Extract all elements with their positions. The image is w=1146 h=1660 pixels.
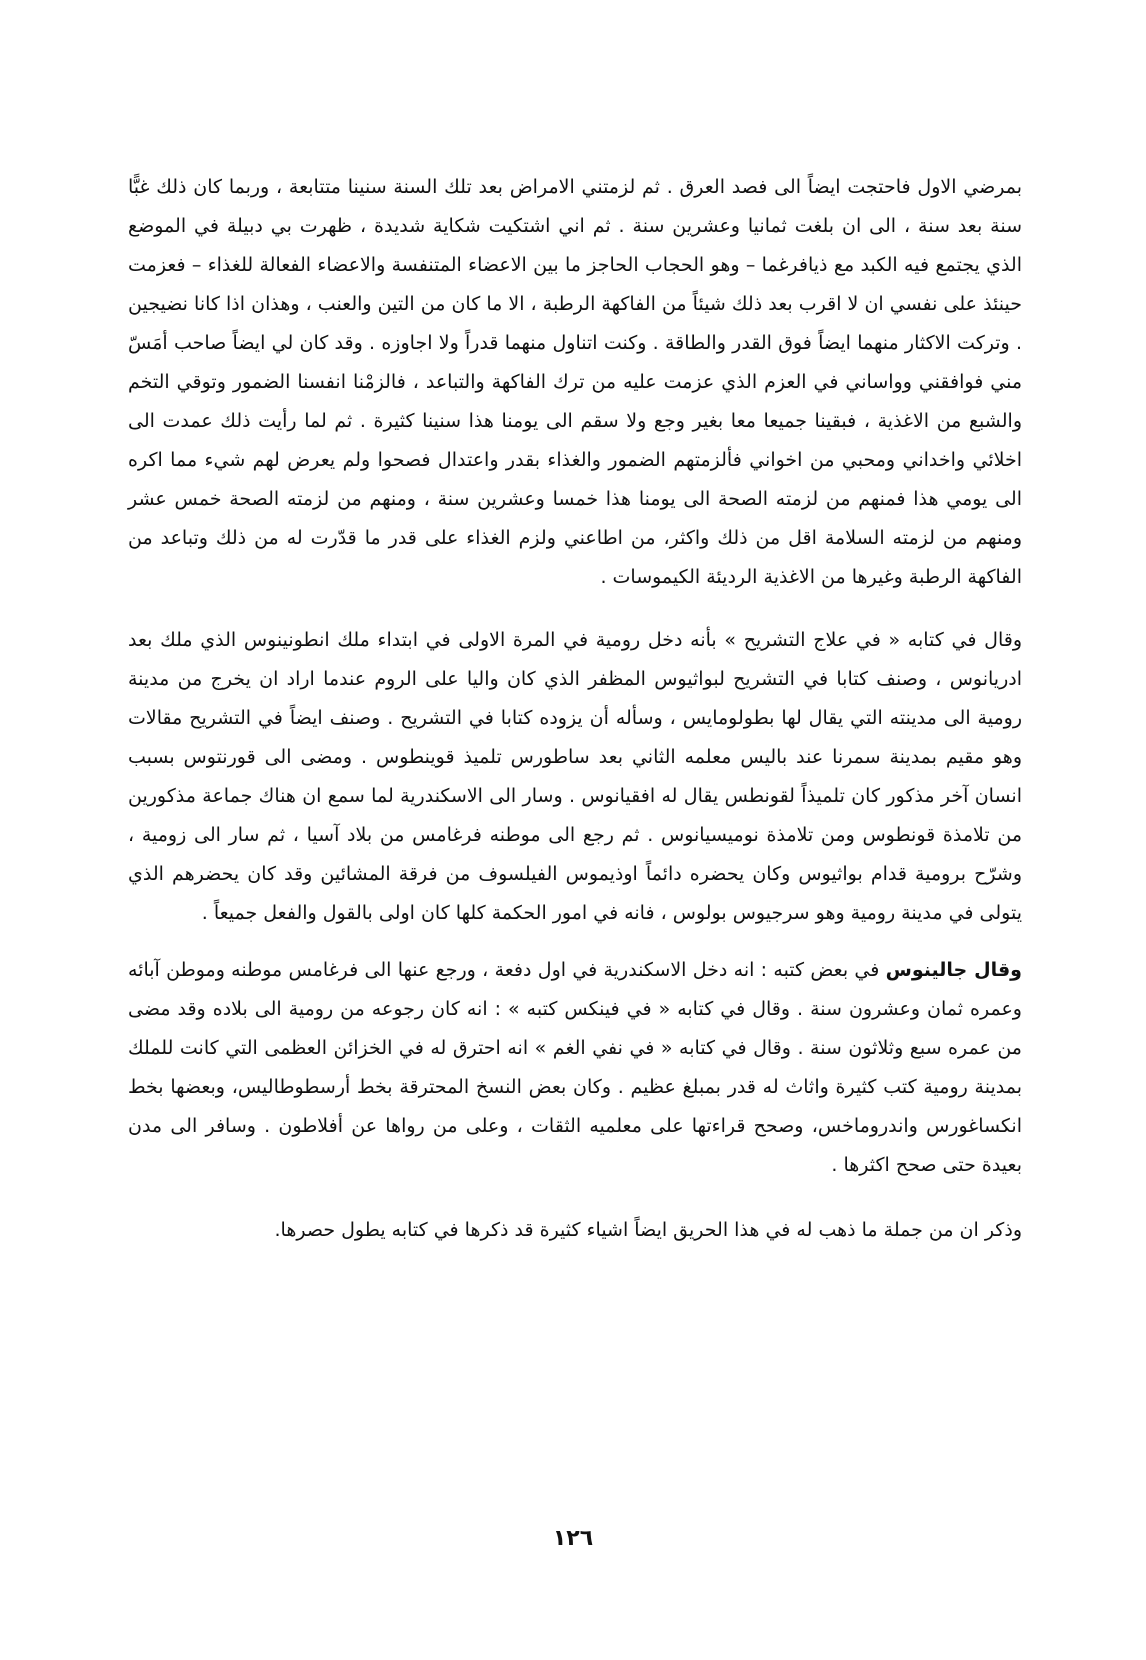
paragraph-1-text: بمرضي الاول فاحتجت ايضاً الى فصد العرق . ثم لزمتني الامراض بعد تلك السنة سنينا متتابعة ، وربما كان ذلك غبًّا سنة بعد سنة ، الى ان بلغت ثمانيا وعشرين سنة . ثم اني اشتكيت شكاية شديدة ، ظهرت بي دبيلة في الموضع الذي يجتمع فيه الكبد مع ذيافرغما – وهو الحجاب الحاجز ما بين الاعضاء المتنفسة والاعضاء الفعالة للغذاء – فعزمت حينئذ على نفسي ان لا اقرب بعد ذلك شيئاً من الفاكهة الرطبة ، الا ما كان من التين والعنب ، وهذان اذا كانا نضيجين . وتركت الاكثار منهما ايضاً فوق القدر والطاقة . وكنت اتناول منهما قدراً ولا اجاوزه . وقد كان لي ايضاً صاحب أمَسّ مني فوافقني وواساني في العزم الذي عزمت عليه من ترك الفاكهة والتباعد ، فالزمْنا انفسنا الضمور وتوقي التخم والشبع من الاغذية ، فبقينا جميعا معا بغير وجع ولا سقم الى يومنا هذا سنينا كثيرة . ثم لما رأيت ذلك عمدت الى اخلائي واخداني ومحبي من اخواني فألزمتهم الضمور والغذاء بقدر واعتدال فصحوا ولم يعرض لهم شيء مما اكره الى يومي هذا فمنهم من لزمته الصحة الى يومنا هذا خمسا وعشرين سنة ، ومنهم من لزمته الصحة خمس عشر ومنهم من لزمته السلامة اقل من ذلك واكثر، من اطاعني ولزم الغذاء على قدر ما قدّرت له من ذلك وتباعد من الفاكهة الرطبة وغيرها من الاغذية الرديئة الكيموسات .: [128, 176, 1022, 588]
paragraph-1: [128, 168, 1022, 597]
page-body: [128, 168, 1022, 1250]
paragraph-4-text: وذكر ان من جملة ما ذهب له في هذا الحريق ايضاً اشياء كثيرة قد ذكرها في كتابه يطول حصرها.: [274, 1219, 1022, 1241]
paragraph-2: [128, 621, 1022, 933]
paragraph-3: [128, 951, 1022, 1185]
paragraph-4: [128, 1211, 1022, 1250]
paragraph-3-lead: وقال جالينوس: [885, 959, 1022, 981]
paragraph-2-text: وقال في كتابه « في علاج التشريح » بأنه دخل رومية في المرة الاولى في ابتداء ملك انطونينوس الذي ملك بعد ادريانوس ، وصنف كتابا في التشريح لبواثيوس المظفر الذي كان واليا على الروم عندما اراد ان يخرج من مدينة رومية الى مدينته التي يقال لها بطولومايس ، وسأله أن يزوده كتابا في التشريح . وصنف ايضاً في التشريح مقالات وهو مقيم بمدينة سمرنا عند باليس معلمه الثاني بعد ساطورس تلميذ قوينطوس . ومضى الى قورنتوس بسبب انسان آخر مذكور كان تلميذاً لقونطس يقال له افقيانوس . وسار الى الاسكندرية لما سمع ان هناك جماعة مذكورين من تلامذة قونطوس ومن تلامذة نوميسيانوس . ثم رجع الى موطنه فرغامس من بلاد آسيا ، ثم سار الى زومية ، وشرّح برومية قدام بواثيوس وكان يحضره دائماً اوذيموس الفيلسوف من فرقة المشائين وقد كان يحضرهم الذي يتولى في مدينة رومية وهو سرجيوس بولوس ، فانه في امور الحكمة كلها كان اولى بالقول والفعل جميعاً .: [128, 629, 1022, 924]
page-number: ١٢٦: [552, 1526, 594, 1551]
paragraph-3-text: في بعض كتبه : انه دخل الاسكندرية في اول دفعة ، ورجع عنها الى فرغامس موطنه وموطن آبائه وعمره ثمان وعشرون سنة . وقال في كتابه « في فينكس كتبه » : انه كان رجوعه من رومية الى بلاده وقد مضى من عمره سبع وثلاثون سنة . وقال في كتابه « في نفي الغم » انه احترق له في الخزائن العظمى التي كانت للملك بمدينة رومية كتب كثيرة واثاث له قدر بمبلغ عظيم . وكان بعض النسخ المحترقة بخط أرسطوطاليس، وبعضها بخط انكساغورس واندروماخس، وصحح قراءتها على معلميه الثقات ، وعلى من رواها عن أفلاطون . وسافر الى مدن بعيدة حتى صحح اكثرها .: [128, 959, 1022, 1176]
